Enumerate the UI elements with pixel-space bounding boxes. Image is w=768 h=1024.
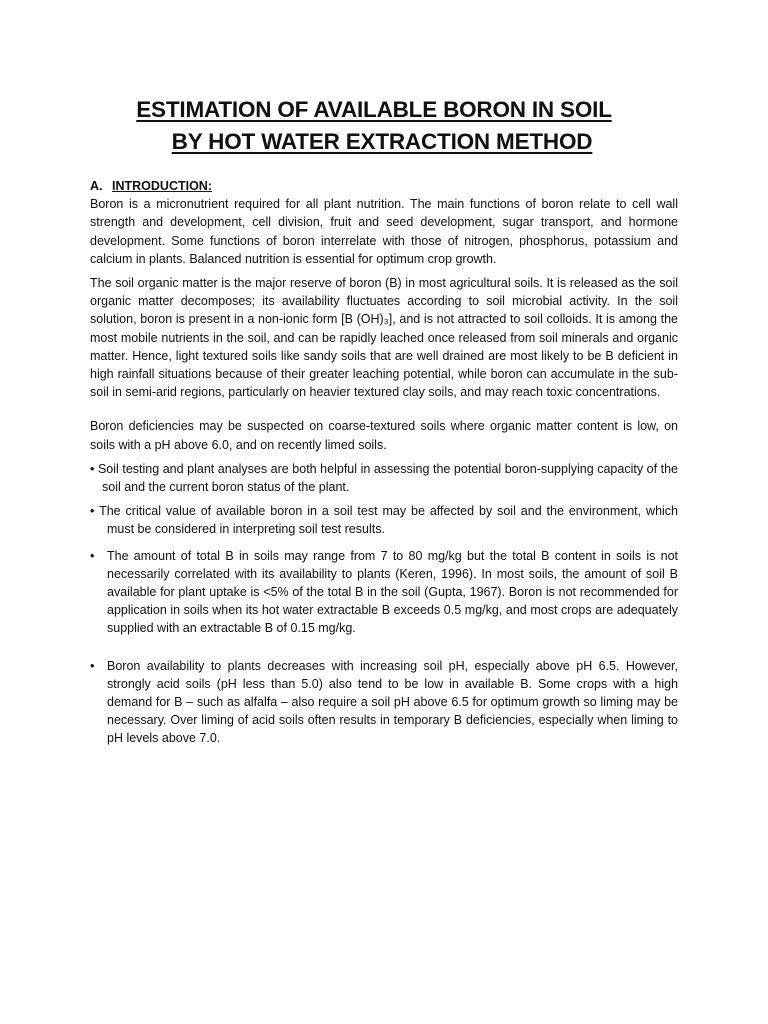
list-item-text: Soil testing and plant analyses are both helpful in assessing the potential boron-supplying capacity of the soil and the current boron status of the plant. — [97, 461, 678, 495]
title-line-1: ESTIMATION OF AVAILABLE BORON IN SOIL — [136, 97, 612, 122]
section-number: A. — [90, 179, 103, 193]
document-body — [90, 177, 678, 748]
section-heading — [90, 177, 678, 195]
bullet-marker: • — [90, 504, 95, 519]
list-item — [90, 502, 678, 538]
list-item — [90, 657, 678, 748]
paragraph-boron-deficiencies: Boron deficiencies may be suspected on coarse-textured soils where organic matter content is low, on soils with a pH above 6.0, and on recently limed soils. — [90, 419, 678, 452]
section-heading-text: INTRODUCTION: — [112, 179, 212, 193]
title-line-2: BY HOT WATER EXTRACTION METHOD — [171, 129, 593, 154]
list-item-text: Boron availability to plants decreases with increasing soil pH, especially above pH 6.5. However, strongly acid soils (pH less than 5.0) also tend to be low in available B. Some crops with a high demand for B – such as alfalfa – also require a soil pH above 6.5 for optimum growth so liming may be necessary. Over liming of acid soils often results in temporary B deficiencies, especially when liming to pH levels above 7.0. — [107, 658, 678, 746]
list-item — [90, 547, 678, 638]
document-title — [0, 94, 748, 158]
list-item — [90, 460, 678, 496]
bullet-marker: • — [90, 548, 95, 563]
list-item-text: The critical value of available boron in a soil test may be affected by soil and the environment, which must be considered in interpreting soil test results. — [99, 504, 678, 537]
paragraph-boron-intro: Boron is a micronutrient required for all plant nutrition. The main functions of boron relate to cell wall strength and development, cell division, fruit and seed development, sugar transport, and hormone development. Some functions of boron interrelate with those of nitrogen, phosphorus, potassium and calcium in plants. Balanced nutrition is essential for optimum crop growth. — [90, 197, 678, 266]
list-item-text: The amount of total B in soils may range from 7 to 80 mg/kg but the total B content in soils is not necessarily correlated with its availability to plants (Keren, 1996). In most soils, the amount of soil B available for plant uptake is <5% of the total B in the soil (Gupta, 1967). Boron is not recommended for application in soils when its hot water extractable B exceeds 0.5 mg/kg, and most crops are adequately supplied with an extractable B of 0.15 mg/kg. — [107, 548, 678, 636]
bullet-marker: • — [90, 658, 95, 673]
paragraph-soil-organic-matter: The soil organic matter is the major reserve of boron (B) in most agricultural soils. It is released as the soil organic matter decomposes; its availability fluctuates according to soil microbial activity. In the soil solution, boron is present in a non-ionic form [B (OH)₃], and is not attracted to soil colloids. It is among the most mobile nutrients in the soil, and can be rapidly leached once released from soil minerals and organic matter. Hence, light textured soils like sandy soils that are well drained are most likely to be B deficient in high rainfall situations because of their greater leaching potential, while boron can accumulate in the sub-soil in semi-arid regions, particularly on heavier textured clay soils, and may reach toxic concentrations. — [90, 276, 678, 400]
bullet-marker: • — [90, 461, 95, 476]
